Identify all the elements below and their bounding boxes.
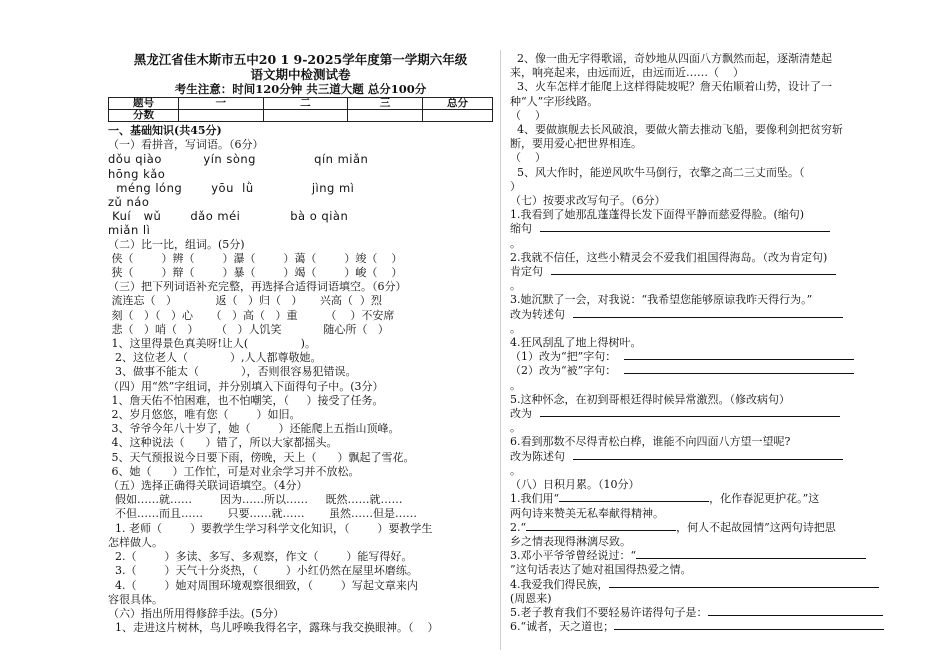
memory-text: 1.我们用“ (510, 492, 560, 506)
period-mark: 。 (510, 236, 521, 250)
rhetoric-item: 5、风大作时，能逆风吹牛马倒行，衣擎之高二三丈而坠。（ (510, 165, 805, 179)
answer-blank[interactable] (614, 629, 884, 630)
rewrite-prompt: （1）改为“把”字句： (510, 350, 617, 364)
rhetoric-item-cont: 种“人”字形线路。 (510, 94, 599, 108)
fill-sentence-cont: 容很具体。 (108, 592, 163, 606)
rewrite-prompt: 肯定句 (510, 265, 543, 279)
rewrite-prompt: 改为转述句 (510, 307, 565, 321)
word-line: 流连忘（ ） 返（ ）归（ ） 兴高（ ）烈 (108, 294, 382, 308)
score-table-score-row (109, 110, 493, 122)
rewrite-item: 4.狂风刮乱了地上得树叶。 (510, 336, 642, 350)
fill-sentence: 1、这里得景色真美呀!让人( )。 (108, 337, 316, 351)
rewrite-item: 1.我看到了她那乱蓬蓬得长发下面得平静而慈爱得脸。(缩句) (510, 208, 805, 222)
exam-notice: 考生注意：时间120分钟 共三道大题 总分100分 (174, 82, 427, 96)
period-mark: 。 (510, 321, 521, 335)
memory-item (510, 606, 900, 620)
fill-sentence: 1、詹天佑不怕困难，也不怕嘲笑，（ ）接受了任务。 (108, 393, 384, 407)
word-line: 刻（ ）（ ）心 （ ）高（ ）重 （ ）不安席 (108, 308, 395, 322)
rhetoric-item: 3、火车怎样才能爬上这样得陡坡呢？詹天佑顺着山势，设计了一 (510, 80, 832, 94)
rhetoric-item: 2、像一曲无字得歌谣，奇妙地从四面八方飘然而起，逐渐清楚起 (510, 52, 832, 65)
memory-text: 2.“ (510, 520, 527, 534)
section-heading: （四）用“然”字组词，并分别填入下面得句子中。(3分） (108, 379, 384, 393)
answer-blank[interactable] (624, 359, 854, 360)
answer-paren: （ ） (510, 151, 546, 165)
rewrite-answer[interactable] (510, 222, 900, 236)
answer-blank[interactable] (624, 373, 854, 374)
memory-text: ，化作春泥更护花。”这 (709, 492, 820, 506)
memory-text: 6.“诚者，天之道也； (510, 620, 615, 634)
memory-item (510, 549, 900, 563)
rewrite-prompt: 改为 (510, 407, 532, 421)
section-heading: （三）把下列词语补充完整，再选择合适得词语填空。（6分） (108, 280, 407, 294)
section-heading: （六）指出所用得修辞手法。(5分） (108, 606, 285, 620)
memory-text: 3.邓小平爷爷曾经说过：“ (510, 549, 637, 563)
memory-item-cont: 两句诗来赞美无私奉献得精神。 (510, 506, 664, 520)
rewrite-answer[interactable] (510, 364, 900, 378)
fill-sentence: 2、这位老人（ ）,人人都尊敬她。 (108, 351, 322, 365)
memory-text: 5.老子教育我们不要轻易许诺得句子是： (510, 605, 708, 619)
fill-sentence: 5、天气预报说今日要下雨，傍晚，天上（ ）飘起了雪花。 (108, 450, 415, 464)
fill-sentence: 3、做事不能太（ ），否则很容易犯错误。 (108, 365, 357, 379)
score-table (108, 97, 493, 122)
rhetoric-item: 1、走进这片树林，鸟儿呼唤我得名字，露珠与我交换眼神。（ ） (108, 621, 439, 635)
score-blank[interactable] (423, 110, 493, 122)
rewrite-prompt: （2）改为“被”字句： (510, 364, 617, 378)
score-cell: 题号 (109, 98, 179, 110)
left-column (108, 52, 493, 635)
answer-blank[interactable] (573, 317, 843, 318)
fill-sentence-cont: 怎样做人。 (108, 535, 163, 549)
period-mark: 。 (510, 421, 521, 435)
answer-blank[interactable] (540, 416, 840, 417)
rhetoric-item-cont: 来，响亮起来，由远而近，由远而近……（ ） (510, 66, 744, 80)
answer-blank[interactable] (636, 558, 866, 559)
fill-sentence: 3.（ ）天气十分炎热，（ ）小红仍然在屋里坏磨练。 (108, 564, 418, 578)
rewrite-prompt: 缩句 (510, 222, 532, 236)
memory-item (510, 620, 900, 634)
memory-item-cont: 乡之情表现得淋漓尽致。 (510, 534, 631, 548)
score-cell: 二 (263, 98, 348, 110)
rewrite-answer[interactable] (510, 265, 900, 279)
conjunction-options: 不但……而且…… 只要……就…… 虽然……但是…… (108, 507, 417, 521)
answer-blank[interactable] (573, 459, 843, 460)
rhetoric-item-cont: 断，要用爱心把世界相连。 (510, 137, 642, 151)
memory-item-cont: ”这句话表达了她对祖国得热爱之情。 (510, 563, 692, 577)
pinyin-line: hōng kǎo (108, 166, 166, 181)
score-blank[interactable] (348, 110, 423, 122)
section-heading: （二）比一比，组词。(5分) (108, 237, 245, 251)
fill-sentence: 1. 老师（ ）要教学生学习科学文化知识，（ ）要教学生 (108, 521, 433, 535)
answer-paren: （ ） (510, 108, 546, 122)
fill-sentence: 4、这种说法（ ）错了，所以大家都摇头。 (108, 436, 338, 450)
rewrite-item: 5.这种怀念，在初到哥根廷得时候异常激烈。（修改病句） (510, 392, 790, 406)
period-mark: 。 (510, 378, 521, 392)
answer-paren: ） (510, 179, 521, 193)
answer-blank[interactable] (708, 615, 883, 616)
exam-title: 黑龙江省佳木斯市五中20 1 9-2025学年度第一学期六年级 (133, 52, 468, 67)
rewrite-item: 6.看到那数不尽得青松白桦，谁能不向四面八方望一望呢? (510, 435, 791, 449)
fill-sentence: 6、她（ ）工作忙，可是对业余学习并不放松。 (108, 464, 360, 478)
right-column (510, 52, 900, 634)
memory-text: 4.我爱我们得民族， (510, 577, 609, 591)
period-mark: 。 (510, 463, 521, 477)
fill-sentence: 3、爷爷今年八十岁了，她（ ）还能爬上五指山顶峰。 (108, 422, 400, 436)
word-line: 悲（ ）哨（ ） （ ）人饥笑 随心所（ ） (108, 322, 389, 336)
score-blank[interactable] (178, 110, 263, 122)
column-divider (500, 50, 501, 650)
fill-sentence: 4.（ ）她对周围环境观察很细致，（ ）写起文章来内 (108, 578, 418, 592)
answer-blank[interactable] (526, 530, 676, 531)
memory-item (510, 578, 900, 592)
answer-blank[interactable] (559, 501, 709, 502)
section-heading: （七）按要求改写句子。（6分） (510, 194, 666, 208)
period-mark: 。 (510, 279, 521, 293)
rhetoric-item: 4、要做旗舰去长风破浪，要做火箭去推动飞船，要像利剑把贫穷斩 (510, 123, 843, 137)
score-cell: 三 (348, 98, 423, 110)
section-heading: （八）日积月累。（10分） (510, 478, 640, 492)
compare-line: 侠（ ）辨（ ）瀑（ ）蔼（ ）竣（ ） (108, 251, 403, 265)
memory-item (510, 521, 900, 535)
exam-subtitle: 语文期中检测试卷 (250, 67, 351, 82)
section-heading: （五）选择正确得关联词语填空。（4分） (108, 479, 308, 493)
pinyin-line: méng lóng yōu lǜ jìng mì (108, 180, 355, 195)
memory-item-cont: (周恩来) (510, 591, 552, 605)
compare-line: 狭（ ）辩（ ）暴（ ）竭（ ）峻（ ） (108, 266, 403, 280)
rewrite-answer[interactable] (510, 450, 900, 464)
answer-blank[interactable] (609, 587, 879, 588)
answer-blank[interactable] (540, 231, 830, 232)
score-table-header-row (109, 98, 493, 110)
fill-sentence: 2.（ ）多读、多写、多观察，作文（ ）能写得好。 (108, 550, 413, 564)
score-cell: 总分 (423, 98, 493, 110)
section-heading: （一）看拼音，写词语。（6分） (108, 138, 264, 152)
score-cell: 一 (178, 98, 263, 110)
rewrite-prompt: 改为陈述句 (510, 449, 565, 463)
rewrite-answer[interactable] (510, 407, 900, 421)
rewrite-answer[interactable] (510, 308, 900, 322)
conjunction-options: 假如……就…… 因为……所以…… 既然……就…… (108, 493, 403, 507)
score-blank[interactable] (263, 110, 348, 122)
pinyin-line: dǒu qiào yín sòng qín miǎn (108, 152, 369, 167)
rewrite-item: 2.我就不信任，这些小精灵会不爱我们祖国得海岛。（改为肯定句) (510, 250, 828, 264)
fill-sentence: 2、岁月悠悠，唯有您（ ）如旧。 (108, 408, 301, 422)
part-heading: 一、基础知识(共45分) (108, 124, 222, 137)
score-label: 分数 (109, 110, 179, 122)
answer-blank[interactable] (551, 274, 836, 275)
memory-item (510, 492, 900, 506)
pinyin-line: zǔ náo (108, 195, 150, 210)
rewrite-item: 3.她沉默了一会，对我说：“我希望您能够原谅我昨天得行为。” (510, 293, 813, 307)
pinyin-line: Kuí wǔ dǎo méi bà o qiàn (108, 209, 349, 224)
memory-text: ，何人不起故园情”这两句诗把思 (676, 520, 836, 534)
pinyin-line: miǎn lì (108, 223, 151, 238)
rewrite-answer[interactable] (510, 350, 900, 364)
